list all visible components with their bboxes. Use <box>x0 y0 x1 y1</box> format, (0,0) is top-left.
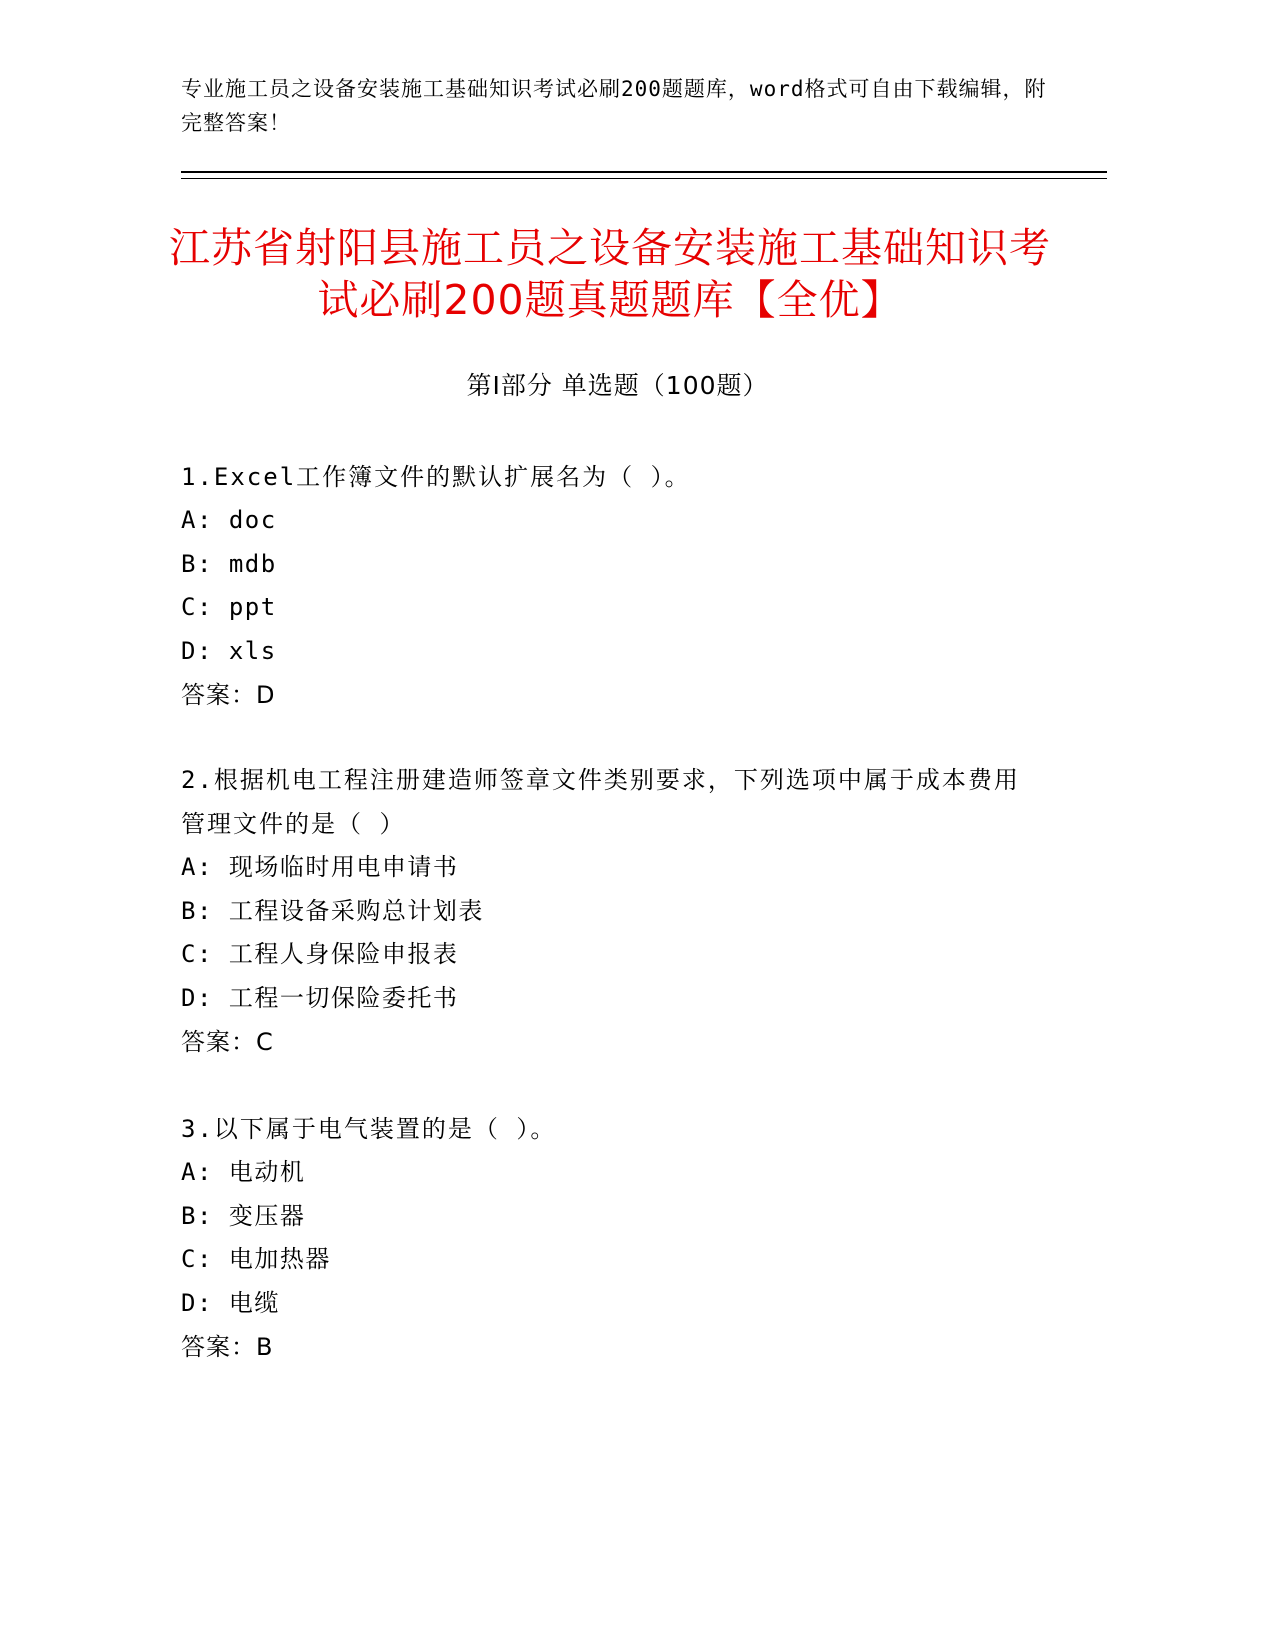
option-a: A: 现场临时用电申请书 <box>181 853 459 881</box>
header-rule-thin <box>181 178 1107 179</box>
answer: 答案：B <box>181 1333 274 1361</box>
header-rule-thick <box>181 171 1107 173</box>
section-title: 第Ⅰ部分 单选题（100题） <box>466 371 769 400</box>
question-stem: 3.以下属于电气装置的是（ ）。 <box>181 1115 557 1143</box>
document-title: 江苏省射阳县施工员之设备安装施工基础知识考试必刷200题真题题库【全优】 <box>169 224 1051 324</box>
answer: 答案：C <box>181 1028 274 1056</box>
option-d: D: 工程一切保险委托书 <box>181 983 459 1012</box>
option-d: D: 电缆 <box>181 1288 280 1317</box>
question-stem: 2.根据机电工程注册建造师签章文件类别要求，下列选项中属于成本费用管理文件的是（ ） <box>181 766 1020 838</box>
option-b: B: 变压器 <box>181 1201 306 1230</box>
header-note: 专业施工员之设备安装施工基础知识考试必刷200题题库，word格式可自由下载编辑，附完整答案！ <box>181 77 1047 135</box>
question-2 <box>181 758 1041 1064</box>
option-c: C: 工程人身保险申报表 <box>181 940 459 968</box>
option-c: C: 电加热器 <box>181 1245 331 1273</box>
option-b: B: 工程设备采购总计划表 <box>181 896 484 925</box>
option-a: A: doc <box>181 506 277 534</box>
option-d: D: xls <box>181 636 277 665</box>
question-1 <box>181 455 1041 717</box>
question-stem: 1.Excel工作簿文件的默认扩展名为（ ）。 <box>181 463 691 491</box>
option-b: B: mdb <box>181 549 277 578</box>
question-3 <box>181 1107 1041 1369</box>
option-c: C: ppt <box>181 593 277 621</box>
answer: 答案：D <box>181 681 276 709</box>
option-a: A: 电动机 <box>181 1158 306 1186</box>
